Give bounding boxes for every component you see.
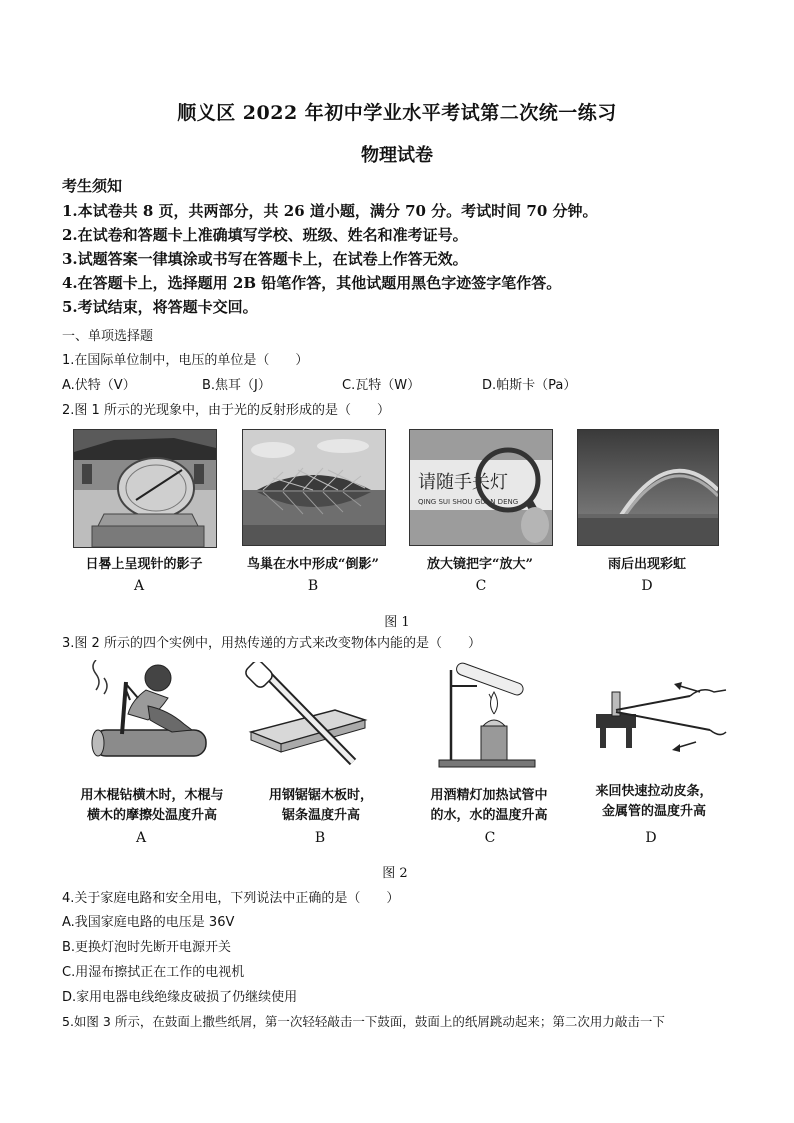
q5-stem: 5.如图 3 所示，在鼓面上撒些纸屑，第一次轻轻敲击一下鼓面，鼓面上的纸屑跳动起来；第二次用力敲击一下: [62, 1014, 665, 1029]
figure-1-label: 图 1: [384, 615, 410, 630]
figure-2-label: 图 2: [382, 866, 408, 881]
notice-item: 2.在试卷和答题卡上准确填写学校、班级、姓名和准考证号。: [62, 226, 468, 244]
q3-caption-d: [584, 782, 724, 822]
q3-caption-b: [247, 786, 395, 826]
q3-letter-c: C: [484, 830, 496, 846]
q3-letter-d: D: [645, 830, 657, 846]
sign-pinyin: QING SUI SHOU GUAN DENG: [418, 498, 519, 506]
q2-letter-b: B: [307, 578, 319, 594]
q1-option-a: A.伏特（V）: [62, 378, 136, 393]
q3-caption-a: [74, 786, 230, 826]
sawing-drawing: [243, 662, 371, 766]
q1-stem: 1.在国际单位制中，电压的单位是（ ）: [62, 353, 309, 368]
q2-caption-a: 日晷上呈现针的影子: [85, 557, 203, 572]
notice-heading: 考生须知: [62, 177, 123, 195]
q3-caption-c-line1: 用酒精灯加热试管中: [430, 788, 548, 803]
sundial-photo: [73, 429, 217, 548]
q2-letter-d: D: [641, 578, 653, 594]
q3-caption-d-line1: 来回快速拉动皮条，: [595, 784, 713, 799]
exam-title: 顺义区 2022 年初中学业水平考试第二次统一练习: [177, 102, 617, 124]
q1-option-c: C.瓦特（W）: [342, 378, 421, 393]
q2-letter-c: C: [475, 578, 487, 594]
rainbow-photo: [577, 429, 719, 546]
q3-letter-a: A: [135, 830, 147, 846]
q3-caption-a-line1: 用木棍钻横木时，木棍与: [80, 788, 224, 803]
q3-letter-b: B: [314, 830, 326, 846]
q4-option-a: A.我国家庭电路的电压是 36V: [62, 915, 235, 930]
q1-option-d: D.帕斯卡（Pa）: [482, 378, 577, 393]
q2-caption-c: 放大镜把字“放大”: [427, 557, 533, 572]
notice-item: 1.本试卷共 8 页，共两部分，共 26 道小题，满分 70 分。考试时间 70 分钟。: [62, 202, 598, 220]
q3-caption-d-line2: 金属管的温度升高: [601, 804, 706, 819]
q2-caption-b: 鸟巢在水中形成“倒影”: [247, 557, 379, 572]
notice-item: 5.考试结束，将答题卡交回。: [62, 298, 258, 316]
q2-caption-d: 雨后出现彩虹: [607, 557, 686, 572]
q3-caption-c: [414, 786, 564, 826]
q3-caption-b-line1: 用钢锯锯木板时，: [268, 788, 373, 803]
q1-option-b: B.焦耳（J）: [202, 378, 271, 393]
section-heading: 一、单项选择题: [62, 329, 154, 344]
q4-option-c: C.用湿布擦拭正在工作的电视机: [62, 965, 245, 980]
alcohol-lamp-drawing: [437, 660, 537, 770]
q4-option-d: D.家用电器电线绝缘皮破损了仍继续使用: [62, 990, 298, 1005]
q4-stem: 4.关于家庭电路和安全用电，下列说法中正确的是（ ）: [62, 891, 400, 906]
notice-item: 4.在答题卡上，选择题用 2B 铅笔作答，其他试题用黑色字迹签字笔作答。: [62, 274, 562, 292]
notice-item: 3.试题答案一律填涂或书写在答题卡上，在试卷上作答无效。: [62, 250, 468, 268]
exam-subtitle: 物理试卷: [361, 145, 433, 166]
q4-option-b: B.更换灯泡时先断开电源开关: [62, 940, 232, 955]
q3-caption-a-line2: 横木的摩擦处温度升高: [86, 808, 217, 823]
q3-caption-b-line2: 锯条温度升高: [281, 808, 360, 823]
q3-caption-c-line2: 的水，水的温度升高: [430, 808, 548, 823]
q2-stem: 2.图 1 所示的光现象中，由于光的反射形成的是（ ）: [62, 403, 390, 418]
drilling-drawing: [88, 660, 212, 764]
pulling-strap-drawing: [590, 680, 730, 760]
sign-text: 请随手关灯: [418, 472, 508, 493]
q3-stem: 3.图 2 所示的四个实例中，用热传递的方式来改变物体内能的是（ ）: [62, 636, 481, 651]
q2-letter-a: A: [133, 578, 145, 594]
birds-nest-photo: [242, 429, 386, 546]
magnifier-photo: [409, 429, 553, 546]
